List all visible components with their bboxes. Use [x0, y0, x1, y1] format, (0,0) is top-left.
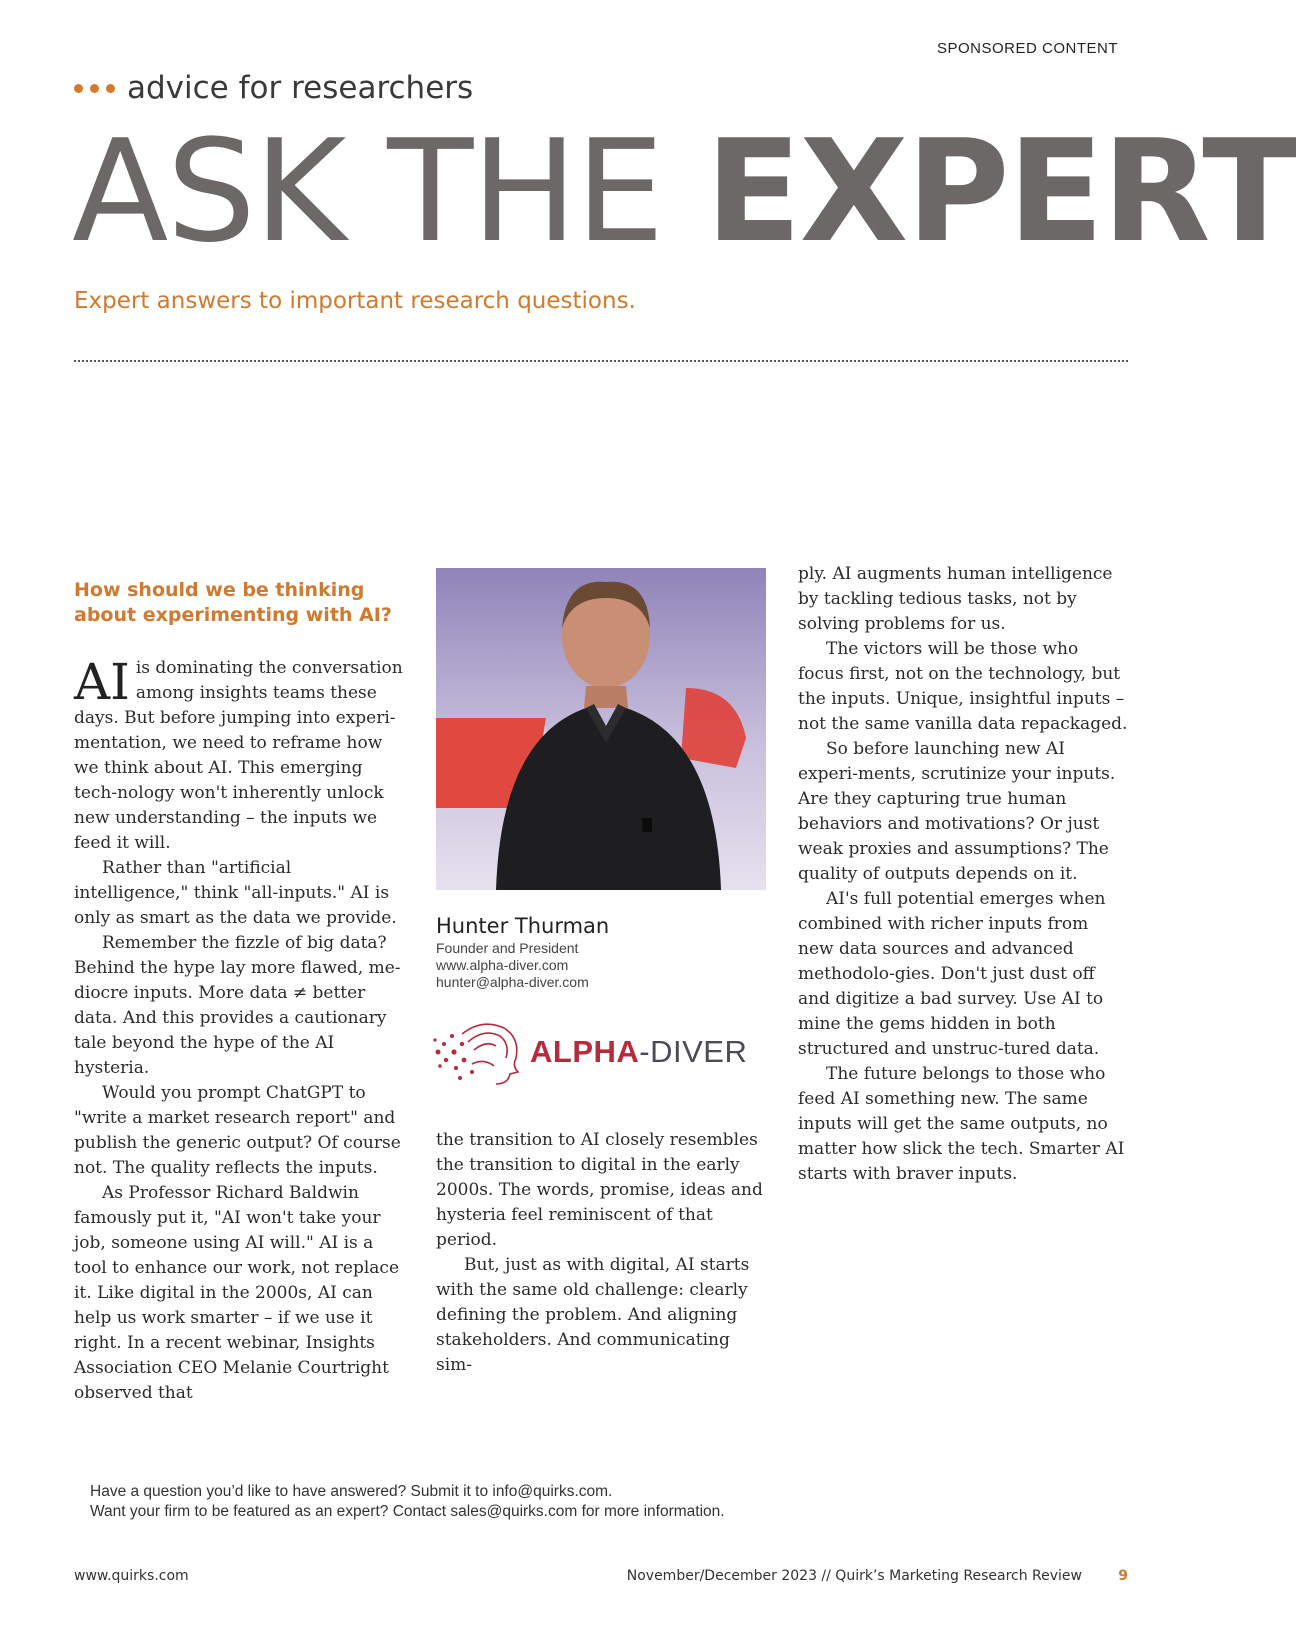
article-question: How should we be thinking about experimenting with AI? [74, 579, 392, 626]
page-title [72, 110, 1296, 274]
article-paragraph: So before launching new AI experi-ments, scrutinize your inputs. Are they capturing true human behaviors and motivations? Or just weak proxies and assumptions? The quality of outputs depends on it. [798, 739, 1116, 884]
article-paragraph: ply. AI augments human intelligence by tackling tedious tasks, not by solving problems for us. [798, 564, 1113, 634]
alpha-diver-logo [432, 1012, 772, 1092]
title-light: ASK THE [72, 110, 706, 274]
article-paragraph: But, just as with digital, AI starts with the same old challenge: clearly defining the problem. And aligning stakeholders. And communicating sim- [436, 1255, 750, 1375]
article-paragraph: Would you prompt ChatGPT to "write a market research report" and publish the generic output? Of course not. The quality reflects the inputs. [74, 1083, 401, 1178]
logo-diver: -DIVER [639, 1034, 748, 1069]
title-bold: EXPERT [705, 110, 1296, 274]
article-paragraph: The victors will be those who focus first, not on the technology, but the inputs. Unique, insightful inputs – not the same vanilla data repackaged. [798, 639, 1128, 734]
logo-wordmark [530, 1034, 747, 1070]
footnote-line-2: Want your firm to be featured as an expert? Contact sales@quirks.com for more information. [90, 1503, 725, 1520]
article-column-1 [74, 578, 404, 1406]
article-paragraph: As Professor Richard Baldwin famously put it, "AI won't take your job, someone using AI will." AI is a tool to enhance our work, not replace it. Like digital in the 2000s, AI can help us work smarter – if we use it right. In a recent webinar, Insights Association CEO Melanie Courtright observed that [74, 1183, 400, 1403]
article-paragraph: AI's full potential emerges when combined with richer inputs from new data sources and advanced methodolo-gies. Don't just dust off and digitize a bad survey. Use AI to mine the gems hidden in both structured and unstruc-tured data. [798, 889, 1106, 1059]
expert-website-link[interactable]: www.alpha-diver.com [436, 957, 569, 973]
article-paragraph: Remember the fizzle of big data? Behind the hype lay more flawed, me-diocre inputs. More data ≠ better data. And this provides a cautionary tale beyond the hype of the AI hysteria. [74, 933, 401, 1078]
footnote-line-1: Have a question you’d like to have answered? Submit it to info@quirks.com. [90, 1483, 613, 1500]
footer-issue: November/December 2023 // Quirk’s Marketing Research Review [626, 1568, 1082, 1584]
article-paragraph [74, 653, 404, 856]
expert-name: Hunter Thurman [436, 914, 610, 938]
article-column-3 [798, 562, 1128, 1187]
sponsored-content-label: SPONSORED CONTENT [936, 40, 1118, 57]
paragraph-text: is dominating the conversation among insights teams these days. But before jumping into experi-mentation, we need to reframe how we think about AI. This emerging tech-nology won't inherently unlock new understanding – the inputs we feed it will. [74, 658, 403, 853]
submission-footnote [90, 1482, 725, 1522]
logo-alpha: ALPHA [530, 1034, 640, 1069]
article-paragraph: Rather than "artificial intelligence," think "all-inputs." AI is only as smart as the data we provide. [74, 858, 397, 928]
expert-email-link[interactable]: hunter@alpha-diver.com [436, 974, 589, 990]
page-number: 9 [1118, 1568, 1128, 1584]
expert-role: Founder and President [436, 940, 579, 956]
drop-cap: AI [74, 653, 130, 711]
section-kicker [74, 70, 473, 106]
expert-photo [436, 568, 766, 890]
page-footer [74, 1568, 1128, 1590]
article-paragraph: The future belongs to those who feed AI something new. The same inputs will get the same outputs, no matter how slick the tech. Smarter AI starts with braver inputs. [798, 1064, 1125, 1184]
kicker-text: advice for researchers [127, 70, 474, 106]
dotted-divider [74, 360, 1128, 362]
diver-head-icon [432, 1014, 524, 1090]
page-subtitle: Expert answers to important research questions. [74, 288, 636, 314]
expert-info [436, 914, 766, 991]
orange-dots-icon [74, 84, 115, 93]
footer-website-link[interactable]: www.quirks.com [74, 1568, 189, 1584]
article-column-2 [436, 1128, 766, 1378]
article-paragraph: the transition to AI closely resembles the transition to digital in the early 2000s. The words, promise, ideas and hysteria feel reminiscent of that period. [436, 1130, 763, 1250]
